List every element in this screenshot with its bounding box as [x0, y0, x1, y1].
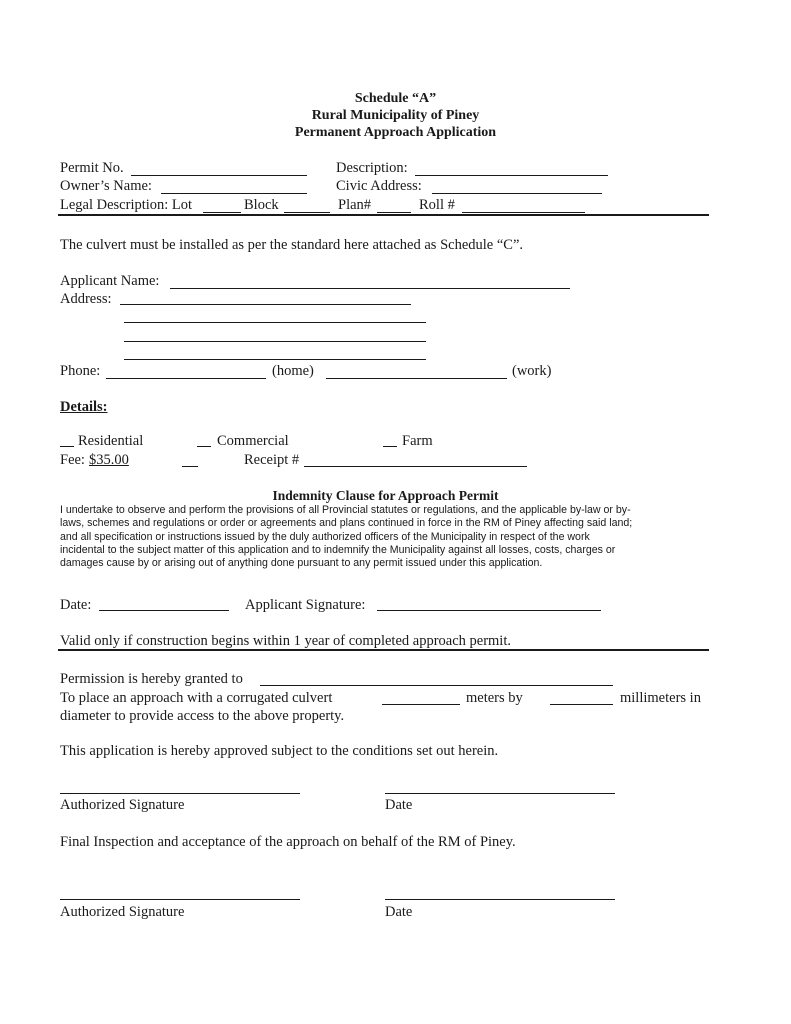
applicant-name-label: Applicant Name: — [60, 273, 160, 289]
millimeters-field[interactable] — [550, 704, 613, 705]
millimeters-label: millimeters in — [620, 690, 701, 706]
indemnity-heading: Indemnity Clause for Approach Permit — [272, 488, 499, 503]
section-divider — [58, 649, 709, 651]
phone-label: Phone: — [60, 363, 101, 379]
indemnity-line: and all specification or instructions issued by the duly authorized officers of the Municipality in respect of the work — [60, 530, 590, 543]
final-signature-date-line[interactable] — [385, 899, 615, 900]
farm-label: Farm — [402, 433, 433, 449]
validity-note: Valid only if construction begins within 1 year of completed approach permit. — [60, 633, 511, 649]
final-inspection-note: Final Inspection and acceptance of the approach on behalf of the RM of Piney. — [60, 834, 516, 850]
description-field[interactable] — [415, 175, 608, 176]
details-heading: Details: — [60, 399, 108, 415]
work-phone-field[interactable] — [326, 378, 507, 379]
block-field[interactable] — [284, 212, 330, 213]
authorized-signature-label: Authorized Signature — [60, 797, 185, 813]
permission-granted-to-field[interactable] — [260, 685, 613, 686]
final-authorized-signature-line[interactable] — [60, 899, 300, 900]
applicant-signature-field[interactable] — [377, 610, 601, 611]
form-title: Permanent Approach Application — [294, 125, 497, 140]
permission-granted-label: Permission is hereby granted to — [60, 671, 243, 687]
authorized-signature-line[interactable] — [60, 793, 300, 794]
owner-name-label: Owner’s Name: — [60, 178, 152, 194]
farm-checkbox[interactable] — [383, 446, 397, 447]
civic-address-field[interactable] — [432, 193, 602, 194]
section-divider — [58, 214, 709, 216]
home-label: (home) — [272, 363, 314, 379]
municipality-title: Rural Municipality of Piney — [311, 108, 480, 123]
owner-name-field[interactable] — [161, 193, 307, 194]
address-field-line-1[interactable] — [120, 304, 411, 305]
meters-field[interactable] — [382, 704, 460, 705]
roll-field[interactable] — [462, 212, 585, 213]
plan-label: Plan# — [338, 197, 372, 213]
fee-paid-mark[interactable] — [182, 466, 198, 467]
final-authorized-signature-label: Authorized Signature — [60, 904, 185, 920]
indemnity-line: incidental to the subject matter of this application and to indemnify the Municipality against all losses, costs, charges or — [60, 543, 616, 556]
approval-note: This application is hereby approved subject to the conditions set out herein. — [60, 743, 499, 759]
receipt-field[interactable] — [304, 466, 527, 467]
legal-description-label: Legal Description: Lot — [60, 197, 193, 213]
fee-value: $35.00 — [89, 452, 129, 468]
permit-no-field[interactable] — [131, 175, 307, 176]
culvert-note: The culvert must be installed as per the standard here attached as Schedule “C”. — [60, 237, 524, 253]
roll-label: Roll # — [419, 197, 455, 213]
address-field-line-4[interactable] — [124, 359, 426, 360]
fee-label: Fee: — [60, 452, 85, 468]
applicant-name-field[interactable] — [170, 288, 570, 289]
lot-field[interactable] — [203, 212, 241, 213]
date-label: Date: — [60, 597, 92, 613]
diameter-label: diameter to provide access to the above property. — [60, 708, 345, 724]
address-field-line-3[interactable] — [124, 341, 426, 342]
permit-no-label: Permit No. — [60, 160, 124, 176]
address-label: Address: — [60, 291, 112, 307]
schedule-label: Schedule “A” — [354, 91, 437, 106]
commercial-checkbox[interactable] — [197, 446, 211, 447]
final-signature-date-label: Date — [385, 904, 413, 920]
meters-label: meters by — [466, 690, 523, 706]
home-phone-field[interactable] — [106, 378, 266, 379]
receipt-label: Receipt # — [244, 452, 300, 468]
plan-field[interactable] — [377, 212, 411, 213]
signature-date-line[interactable] — [385, 793, 615, 794]
indemnity-line: laws, schemes and regulations or order or agreements and plans continued in force in the RM of Piney affecting said land; — [60, 517, 633, 530]
indemnity-line: damages cause by or arising out of anything done pursuant to any permit issued under this application. — [60, 557, 543, 570]
residential-label: Residential — [78, 433, 144, 449]
block-label: Block — [244, 197, 279, 213]
civic-address-label: Civic Address: — [336, 178, 422, 194]
place-approach-label: To place an approach with a corrugated culvert — [60, 690, 333, 706]
indemnity-line: I undertake to observe and perform the provisions of all Provincial statutes or regulations, and the applicable by-law or by- — [60, 504, 631, 516]
indemnity-text — [60, 504, 708, 570]
signature-date-label: Date — [385, 797, 413, 813]
description-label: Description: — [336, 160, 408, 176]
residential-checkbox[interactable] — [60, 446, 74, 447]
work-label: (work) — [512, 363, 552, 379]
commercial-label: Commercial — [217, 433, 289, 449]
date-field[interactable] — [99, 610, 229, 611]
address-field-line-2[interactable] — [124, 322, 426, 323]
applicant-signature-label: Applicant Signature: — [245, 597, 366, 613]
